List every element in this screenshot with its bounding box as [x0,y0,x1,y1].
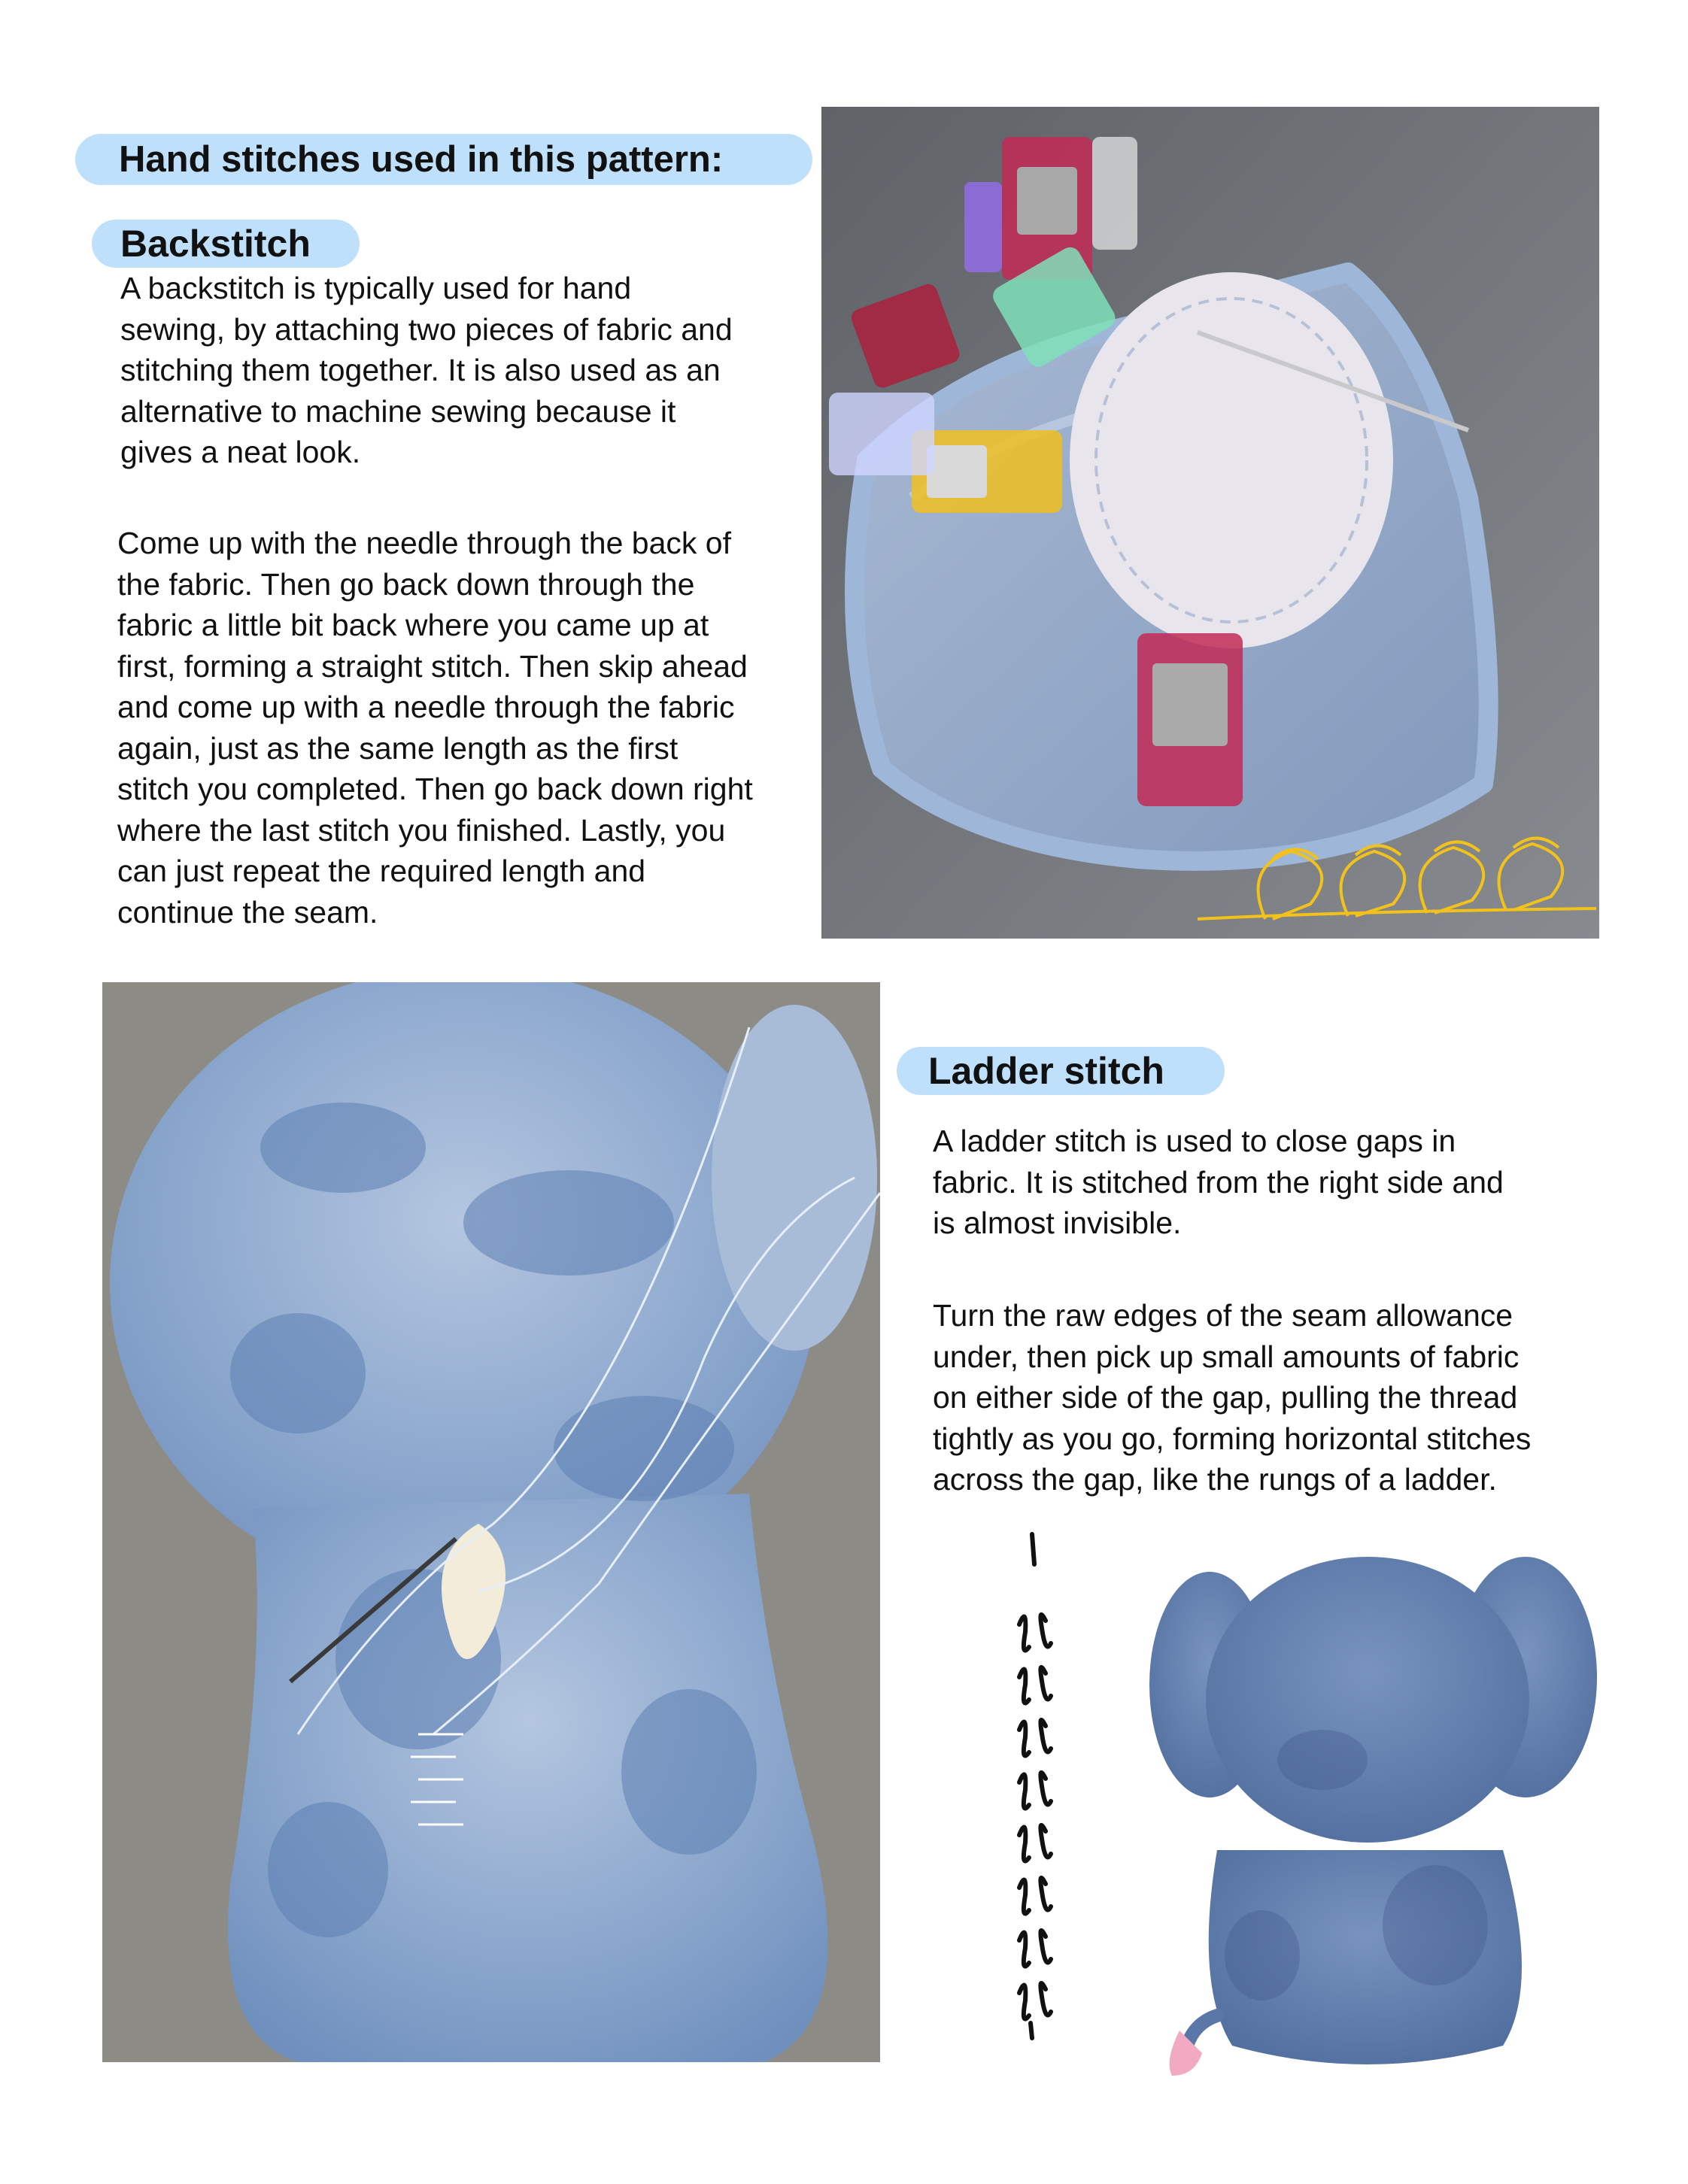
backstitch-intro-paragraph [120,268,733,473]
text-line: Turn the raw edges of the seam allowance [933,1298,1513,1333]
ladder-stitch-heading [897,1047,1225,1095]
elephant-plush-photo [1149,1534,1601,2083]
text-line: across the gap, like the rungs of a ladder. [933,1462,1497,1497]
text-line: where the last stitch you finished. Lastly, you [117,812,726,848]
text-line: fabric a little bit back where you came up at [117,608,709,642]
photo-elephant-plush-icon [1149,1534,1601,2083]
photo-plush-back-seam-icon [102,982,880,2062]
text-line: A ladder stitch is used to close gaps in [933,1124,1456,1158]
text-line: gives a neat look. [120,435,361,469]
backstitch-photo [821,107,1599,939]
text-line: on either side of the gap, pulling the thread [933,1380,1518,1415]
backstitch-heading [92,220,360,268]
ladder-stitch-diagram-icon [1000,1519,1076,2046]
text-line: again, just as the same length as the first [117,730,679,766]
text-line: the fabric. Then go back down through the [117,566,695,602]
text-line: alternative to machine sewing because it [120,393,676,429]
text-line: A backstitch is typically used for hand [120,271,632,305]
backstitch-steps-paragraph [117,523,753,933]
text-line: under, then pick up small amounts of fabric [933,1339,1520,1374]
text-line: first, forming a straight stitch. Then skip ahead [117,648,748,684]
text-line: sewing, by attaching two pieces of fabric and [120,311,733,347]
text-line: tightly as you go, forming horizontal stitches [933,1421,1532,1456]
backstitch-title: Backstitch [120,223,311,265]
photo-fabric-with-clips-icon [821,107,1599,939]
text-line: fabric. It is stitched from the right side and [933,1164,1504,1200]
page-heading-text: Hand stitches used in this pattern: [119,139,724,180]
ladder-stitch-intro-paragraph [933,1121,1504,1244]
ladder-stitch-steps-paragraph [933,1295,1531,1500]
text-line: and come up with a needle through the fabric [117,690,735,724]
ladder-stitch-title: Ladder stitch [928,1050,1164,1092]
text-line: stitching them together. It is also used as an [120,353,721,387]
page-heading [75,134,812,185]
text-line: stitch you completed. Then go back down right [117,772,753,806]
text-line: is almost invisible. [933,1206,1182,1240]
text-line: continue the seam. [117,894,378,930]
text-line: can just repeat the required length and [117,854,646,888]
ladder-stitch-photo [102,982,880,2062]
text-line: Come up with the needle through the back of [117,526,731,560]
ladder-stitch-diagram [1000,1519,1076,2046]
